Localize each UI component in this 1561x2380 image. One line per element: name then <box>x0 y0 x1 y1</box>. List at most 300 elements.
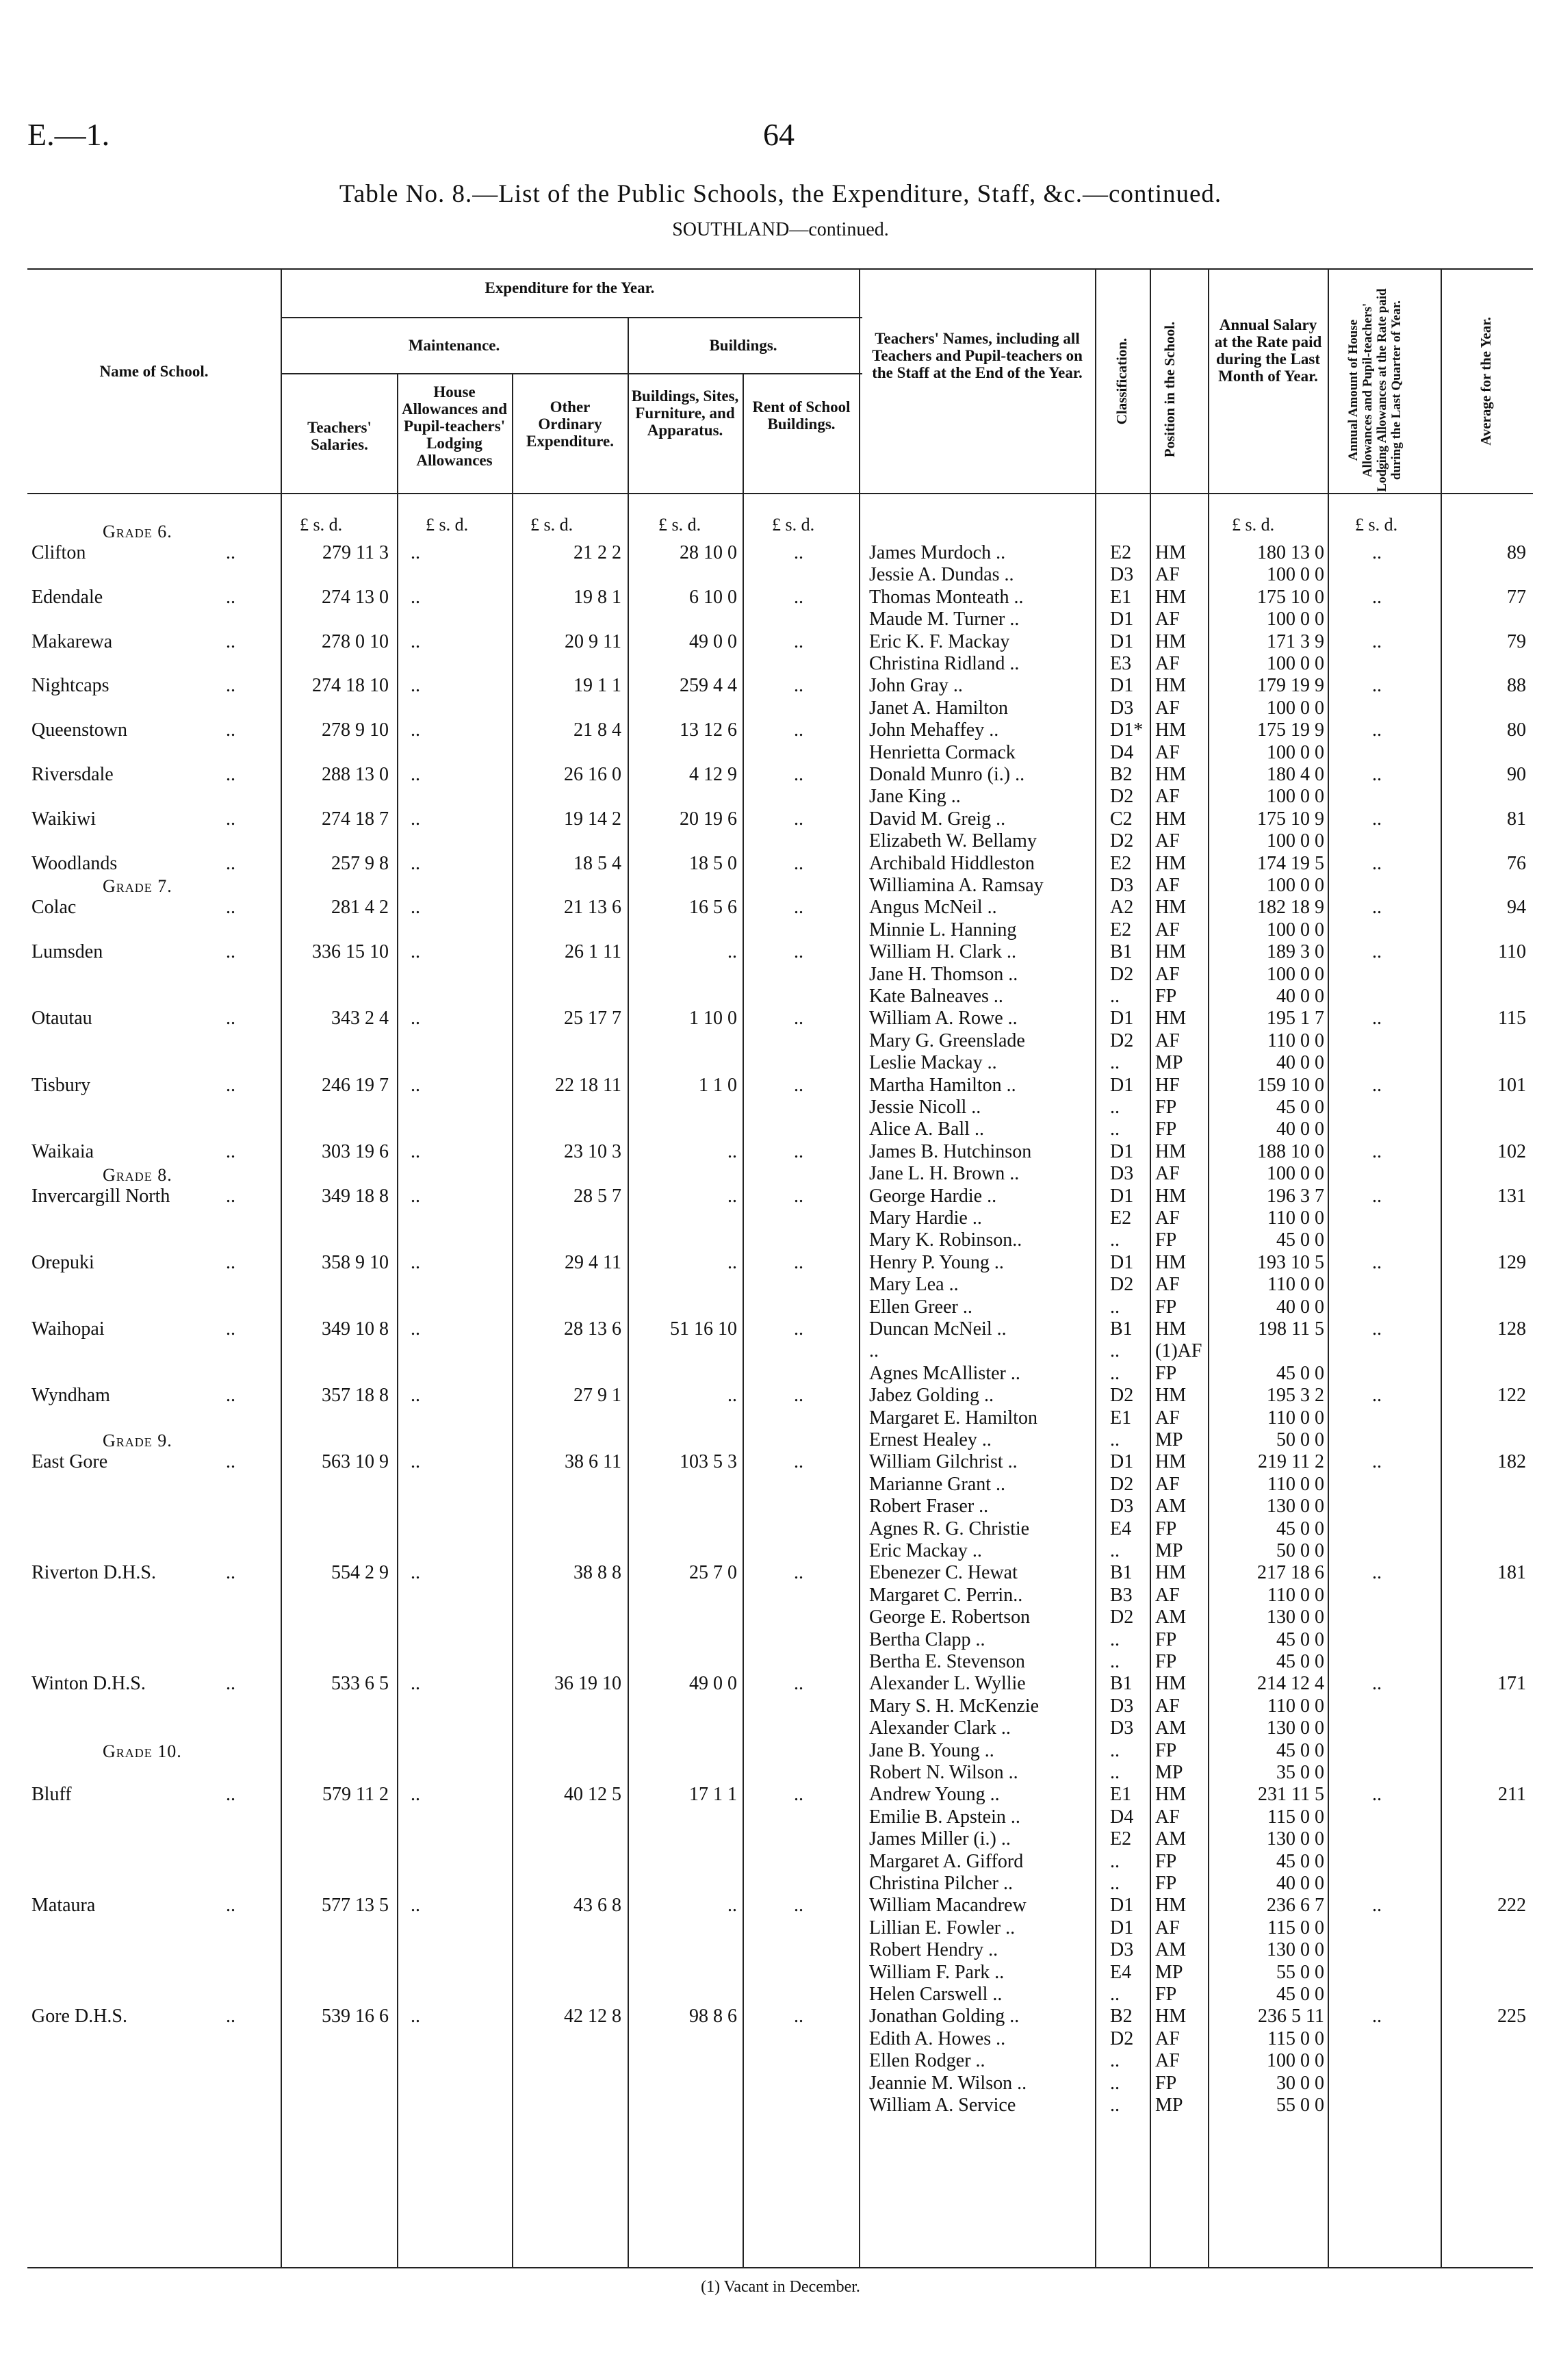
leader-dots: .. <box>226 1385 235 1407</box>
header-classification: Classification. <box>1113 337 1130 425</box>
buildings-expenditure: 98 8 6 <box>689 2006 737 2027</box>
teacher-name: Alexander L. Wyllie <box>869 1673 1026 1695</box>
teacher-name: Ellen Rodger .. <box>869 2050 985 2072</box>
teacher-name: William H. Clark .. <box>869 941 1017 963</box>
leader-dots: .. <box>226 1673 235 1695</box>
position: AF <box>1155 2050 1180 2072</box>
teacher-name: Edith A. Howes .. <box>869 2027 1006 2049</box>
teacher-name: Martha Hamilton .. <box>869 1074 1016 1096</box>
average: 181 <box>1497 1562 1526 1584</box>
teacher-name: Jane B. Young .. <box>869 1739 994 1761</box>
annual-salary: 110 0 0 <box>1267 1695 1324 1717</box>
average: 77 <box>1507 586 1526 608</box>
report-code: E.—1. <box>27 117 110 152</box>
position: FP <box>1155 2072 1177 2094</box>
position: AF <box>1155 741 1180 763</box>
table-row <box>0 1540 1561 1562</box>
table-row <box>0 1052 1561 1074</box>
leader-dots: .. <box>226 852 235 874</box>
classification: .. <box>1110 1097 1120 1118</box>
annual-salary: 100 0 0 <box>1267 653 1324 674</box>
position: AF <box>1155 564 1180 586</box>
teacher-name: Kate Balneaves .. <box>869 986 1003 1007</box>
school-name: Lumsden <box>31 941 103 963</box>
position: HM <box>1155 1140 1187 1162</box>
position: HM <box>1155 675 1187 697</box>
position: AF <box>1155 1695 1180 1717</box>
teacher-name: Jessie A. Dundas .. <box>869 564 1014 586</box>
leader-dots: .. <box>226 630 235 652</box>
header-house-allowances: House Allowances and Pupil-teachers' Lodging Allowances <box>402 383 507 469</box>
teacher-name: David M. Greig .. <box>869 808 1006 830</box>
table-row <box>0 675 1561 697</box>
annual-allowances: .. <box>1372 1451 1382 1473</box>
rent: .. <box>794 2006 803 2027</box>
table-row <box>0 1828 1561 1850</box>
average: 122 <box>1497 1385 1526 1407</box>
table-row <box>0 698 1561 719</box>
annual-allowances: .. <box>1372 1318 1382 1340</box>
annual-salary: 180 4 0 <box>1267 764 1324 785</box>
house-allowances: .. <box>411 1140 420 1162</box>
buildings-expenditure: 17 1 1 <box>689 1784 737 1806</box>
classification: D2 <box>1110 830 1134 852</box>
position: AF <box>1155 786 1180 808</box>
table-row <box>0 1518 1561 1540</box>
table-row <box>0 1407 1561 1429</box>
teachers-salaries: 279 11 3 <box>322 542 389 563</box>
table-row <box>0 986 1561 1008</box>
table-row <box>0 609 1561 630</box>
house-allowances: .. <box>411 1562 420 1584</box>
annual-salary: 110 0 0 <box>1267 1407 1324 1429</box>
annual-salary: 50 0 0 <box>1276 1429 1324 1450</box>
average: 88 <box>1507 675 1526 697</box>
header-maintenance: Maintenance. <box>408 337 500 354</box>
grade-heading: Grade 6. <box>103 522 172 541</box>
annual-salary: 214 12 4 <box>1257 1673 1324 1695</box>
leader-dots: .. <box>226 808 235 830</box>
table-row <box>0 830 1561 852</box>
annual-allowances: .. <box>1372 764 1382 785</box>
classification: D1 <box>1110 1008 1134 1029</box>
teacher-name: William F. Park .. <box>869 1961 1005 1983</box>
annual-salary: 40 0 0 <box>1276 1296 1324 1318</box>
house-allowances: .. <box>411 1185 420 1207</box>
position: FP <box>1155 1984 1177 2005</box>
average: 81 <box>1507 808 1526 830</box>
buildings-expenditure: 1 1 0 <box>699 1074 737 1096</box>
classification: D1 <box>1110 609 1134 630</box>
position: HM <box>1155 1451 1187 1473</box>
teacher-name: John Mehaffey .. <box>869 719 999 741</box>
annual-salary: 196 3 7 <box>1267 1185 1324 1207</box>
leader-dots: .. <box>226 1895 235 1917</box>
table-row <box>0 1962 1561 1984</box>
average: 90 <box>1507 764 1526 785</box>
position: AF <box>1155 875 1180 896</box>
footnote: (1) Vacant in December. <box>701 2278 860 2296</box>
table-row <box>0 1075 1561 1097</box>
table-bottom-rule <box>27 2267 1533 2268</box>
rent: .. <box>794 1074 803 1096</box>
position: HM <box>1155 719 1187 741</box>
annual-salary: 45 0 0 <box>1276 1229 1324 1251</box>
teacher-name: Christina Ridland .. <box>869 653 1020 674</box>
teacher-name: Eric Mackay .. <box>869 1540 982 1561</box>
classification: .. <box>1110 1229 1120 1251</box>
classification: .. <box>1110 1739 1120 1761</box>
rent: .. <box>794 1673 803 1695</box>
position: FP <box>1155 1118 1177 1140</box>
position: AF <box>1155 2027 1180 2049</box>
rent: .. <box>794 1251 803 1273</box>
annual-salary: 100 0 0 <box>1267 564 1324 586</box>
other-expenditure: 40 12 5 <box>564 1784 621 1806</box>
teacher-name: Bertha E. Stevenson <box>869 1651 1025 1672</box>
teacher-name: James Murdoch .. <box>869 542 1006 563</box>
position: HM <box>1155 586 1187 608</box>
annual-allowances: .. <box>1372 1385 1382 1407</box>
annual-salary: 45 0 0 <box>1276 1651 1324 1672</box>
position: HM <box>1155 1008 1187 1029</box>
other-expenditure: 28 13 6 <box>564 1318 621 1340</box>
average: 101 <box>1497 1074 1526 1096</box>
classification: B1 <box>1110 941 1133 963</box>
house-allowances: .. <box>411 1008 420 1029</box>
teacher-name: Ellen Greer .. <box>869 1296 972 1318</box>
other-expenditure: 18 5 4 <box>573 852 621 874</box>
classification: .. <box>1110 1850 1120 1872</box>
table-row <box>0 1496 1561 1518</box>
leader-dots: .. <box>226 1562 235 1584</box>
table-row <box>0 587 1561 609</box>
annual-allowances: .. <box>1372 2006 1382 2027</box>
teacher-name: Thomas Monteath .. <box>869 586 1024 608</box>
position: AF <box>1155 919 1180 941</box>
position: AF <box>1155 1407 1180 1429</box>
teacher-name: William A. Service <box>869 2095 1016 2116</box>
school-name: Winton D.H.S. <box>31 1673 146 1695</box>
annual-salary: 189 3 0 <box>1267 941 1324 963</box>
leader-dots: .. <box>226 1185 235 1207</box>
annual-salary: 45 0 0 <box>1276 1362 1324 1384</box>
classification: D2 <box>1110 1029 1134 1051</box>
school-name: Clifton <box>31 542 86 563</box>
other-expenditure: 25 17 7 <box>564 1008 621 1029</box>
grade-heading: Grade 8. <box>103 1164 172 1185</box>
table-row <box>0 1984 1561 2006</box>
position: HM <box>1155 1385 1187 1407</box>
other-expenditure: 27 9 1 <box>573 1385 621 1407</box>
annual-allowances: .. <box>1372 719 1382 741</box>
school-name: Tisbury <box>31 1074 91 1096</box>
average: 222 <box>1497 1895 1526 1917</box>
header-teachers-salaries: Teachers' Salaries. <box>307 419 372 453</box>
classification: C2 <box>1110 808 1133 830</box>
teachers-salaries: 246 19 7 <box>322 1074 389 1096</box>
teacher-name: Mary S. H. McKenzie <box>869 1695 1040 1717</box>
annual-salary: 195 1 7 <box>1267 1008 1324 1029</box>
units-salaries: £ s. d. <box>300 515 343 535</box>
teacher-name: William Macandrew <box>869 1895 1027 1917</box>
teacher-name: William A. Rowe .. <box>869 1008 1018 1029</box>
school-name: Waikaia <box>31 1140 94 1162</box>
table-row <box>0 1318 1561 1340</box>
rent: .. <box>794 542 803 563</box>
annual-salary: 193 10 5 <box>1257 1251 1324 1273</box>
table-row <box>0 786 1561 808</box>
classification: D3 <box>1110 875 1134 896</box>
position: AF <box>1155 1029 1180 1051</box>
table-row <box>0 1186 1561 1207</box>
table-row <box>0 853 1561 875</box>
annual-salary: 50 0 0 <box>1276 1540 1324 1561</box>
header-other-expenditure: Other Ordinary Expenditure. <box>526 398 615 450</box>
classification: D2 <box>1110 1274 1134 1296</box>
annual-salary: 55 0 0 <box>1276 2095 1324 2116</box>
grade-heading: Grade 7. <box>103 876 172 897</box>
average: 182 <box>1497 1451 1526 1473</box>
buildings-expenditure: 13 12 6 <box>680 719 737 741</box>
annual-salary: 40 0 0 <box>1276 1118 1324 1140</box>
classification: D3 <box>1110 1717 1134 1739</box>
buildings-expenditure: 6 10 0 <box>689 586 737 608</box>
classification: D3 <box>1110 697 1134 719</box>
annual-salary: 175 19 9 <box>1257 719 1324 741</box>
table-row <box>0 1474 1561 1496</box>
classification: .. <box>1110 2095 1120 2116</box>
header-buildings: Buildings. <box>709 337 777 354</box>
school-name: Queenstown <box>31 719 127 741</box>
school-name: Waihopai <box>31 1318 105 1340</box>
average: 115 <box>1498 1008 1526 1029</box>
table-row <box>0 719 1561 741</box>
teachers-salaries: 533 6 5 <box>331 1673 389 1695</box>
classification: E2 <box>1110 542 1132 563</box>
average: 171 <box>1497 1673 1526 1695</box>
rent: .. <box>794 1451 803 1473</box>
header-expenditure: Expenditure for the Year. <box>485 279 655 296</box>
table-row <box>0 1939 1561 1961</box>
classification: .. <box>1110 1762 1120 1783</box>
position: AM <box>1155 1939 1187 1961</box>
rent: .. <box>794 675 803 697</box>
annual-salary: 45 0 0 <box>1276 1739 1324 1761</box>
other-expenditure: 26 1 11 <box>565 941 621 963</box>
position: FP <box>1155 1651 1177 1672</box>
classification: D1 <box>1110 1185 1134 1207</box>
classification: .. <box>1110 1429 1120 1450</box>
house-allowances: .. <box>411 1451 420 1473</box>
buildings-expenditure: .. <box>727 1251 737 1273</box>
leader-dots: .. <box>226 1140 235 1162</box>
rent: .. <box>794 897 803 919</box>
position: AM <box>1155 1496 1187 1518</box>
teachers-salaries: 274 18 10 <box>312 675 389 697</box>
classification: D2 <box>1110 2027 1134 2049</box>
average: 76 <box>1507 852 1526 874</box>
teacher-name: George E. Robertson <box>869 1607 1031 1628</box>
annual-allowances: .. <box>1372 630 1382 652</box>
annual-allowances: .. <box>1372 1895 1382 1917</box>
house-allowances: .. <box>411 808 420 830</box>
position: HF <box>1155 1074 1180 1096</box>
annual-salary: 100 0 0 <box>1267 741 1324 763</box>
table-row <box>0 1097 1561 1118</box>
position: FP <box>1155 1229 1177 1251</box>
school-name: Waikiwi <box>31 808 96 830</box>
house-allowances: .. <box>411 542 420 563</box>
rent: .. <box>794 1895 803 1917</box>
school-name: Riverton D.H.S. <box>31 1562 156 1584</box>
annual-allowances: .. <box>1372 542 1382 563</box>
teacher-name: Margaret A. Gifford <box>869 1850 1024 1872</box>
teachers-salaries: 281 4 2 <box>331 897 389 919</box>
teacher-name: Alexander Clark .. <box>869 1717 1011 1739</box>
position: HM <box>1155 1562 1187 1584</box>
other-expenditure: 19 8 1 <box>573 586 621 608</box>
classification: .. <box>1110 1628 1120 1650</box>
position: AF <box>1155 963 1180 985</box>
house-allowances: .. <box>411 1895 420 1917</box>
table-row <box>0 919 1561 941</box>
annual-salary: 110 0 0 <box>1267 1274 1324 1296</box>
rent: .. <box>794 852 803 874</box>
teacher-name: William Gilchrist .. <box>869 1451 1018 1473</box>
teacher-name: John Gray .. <box>869 675 963 697</box>
leader-dots: .. <box>226 1008 235 1029</box>
average: 131 <box>1497 1185 1526 1207</box>
average: 80 <box>1507 719 1526 741</box>
grade-heading: Grade 9. <box>103 1431 172 1451</box>
teacher-name: Alice A. Ball .. <box>869 1118 984 1140</box>
school-name: Woodlands <box>31 852 118 874</box>
position: MP <box>1155 1052 1183 1074</box>
header-average: Average for the Year. <box>1478 317 1494 446</box>
average: 79 <box>1507 630 1526 652</box>
teacher-name: Robert Fraser .. <box>869 1496 989 1518</box>
leader-dots: .. <box>226 542 235 563</box>
annual-salary: 30 0 0 <box>1276 2072 1324 2094</box>
rent: .. <box>794 1008 803 1029</box>
table-row <box>0 941 1561 963</box>
leader-dots: .. <box>226 586 235 608</box>
annual-salary: 45 0 0 <box>1276 1628 1324 1650</box>
position: HM <box>1155 941 1187 963</box>
annual-salary: 130 0 0 <box>1267 1939 1324 1961</box>
annual-salary: 182 18 9 <box>1257 897 1324 919</box>
classification: E1 <box>1110 586 1132 608</box>
annual-salary: 188 10 0 <box>1257 1140 1324 1162</box>
teachers-salaries: 274 13 0 <box>322 586 389 608</box>
table-row <box>0 964 1561 986</box>
average: 102 <box>1497 1140 1526 1162</box>
rent: .. <box>794 630 803 652</box>
classification: D2 <box>1110 1385 1134 1407</box>
classification: A2 <box>1110 897 1134 919</box>
table-row <box>0 1673 1561 1695</box>
annual-salary: 115 0 0 <box>1267 2027 1324 2049</box>
buildings-expenditure: 103 5 3 <box>680 1451 737 1473</box>
teacher-name: Andrew Young .. <box>869 1784 1000 1806</box>
table-row <box>0 1629 1561 1651</box>
house-allowances: .. <box>411 2006 420 2027</box>
teacher-name: Henry P. Young .. <box>869 1251 1004 1273</box>
annual-salary: 171 3 9 <box>1267 630 1324 652</box>
classification: D1 <box>1110 1074 1134 1096</box>
classification: D1 <box>1110 1917 1134 1938</box>
leader-dots: .. <box>226 719 235 741</box>
teacher-name: James Miller (i.) .. <box>869 1828 1011 1850</box>
annual-salary: 195 3 2 <box>1267 1385 1324 1407</box>
position: FP <box>1155 986 1177 1007</box>
buildings-expenditure: 51 16 10 <box>670 1318 737 1340</box>
house-allowances: .. <box>411 1673 420 1695</box>
teacher-name: Jabez Golding .. <box>869 1385 994 1407</box>
annual-salary: 100 0 0 <box>1267 2050 1324 2072</box>
school-name: Makarewa <box>31 630 113 652</box>
annual-salary: 217 18 6 <box>1257 1562 1324 1584</box>
house-allowances: .. <box>411 897 420 919</box>
teachers-salaries: 278 9 10 <box>322 719 389 741</box>
buildings-expenditure: .. <box>727 941 737 963</box>
table-row <box>0 1696 1561 1717</box>
classification: D4 <box>1110 1806 1134 1828</box>
table-row <box>0 2050 1561 2072</box>
buildings-expenditure: 20 19 6 <box>680 808 737 830</box>
table-row <box>0 1008 1561 1029</box>
school-name: Mataura <box>31 1895 96 1917</box>
table-row <box>0 1429 1561 1451</box>
teacher-name: Jonathan Golding .. <box>869 2006 1020 2027</box>
house-allowances: .. <box>411 852 420 874</box>
annual-salary: 45 0 0 <box>1276 1097 1324 1118</box>
buildings-expenditure: 49 0 0 <box>689 630 737 652</box>
buildings-expenditure: .. <box>727 1185 737 1207</box>
header-bottom-rule <box>27 493 1533 494</box>
other-expenditure: 26 16 0 <box>564 764 621 785</box>
table-row <box>0 2028 1561 2050</box>
position: HM <box>1155 1185 1187 1207</box>
position: AF <box>1155 1274 1180 1296</box>
rent: .. <box>794 764 803 785</box>
table-row <box>0 653 1561 675</box>
teacher-name: Lillian E. Fowler .. <box>869 1917 1016 1938</box>
table-row <box>0 1784 1561 1806</box>
position: HM <box>1155 897 1187 919</box>
teacher-name: Leslie Mackay .. <box>869 1052 997 1074</box>
annual-salary: 40 0 0 <box>1276 986 1324 1007</box>
classification: D1 <box>1110 630 1134 652</box>
teacher-name: Emilie B. Apstein .. <box>869 1806 1020 1828</box>
teacher-name: Robert Hendry .. <box>869 1939 998 1961</box>
annual-salary: 130 0 0 <box>1267 1717 1324 1739</box>
units-annual-allowances: £ s. d. <box>1355 515 1398 535</box>
header-annual-allowances: Annual Amount of House Allowances and Pupil-teachers' Lodging Allowances at the Rate paid during the Last Quarter of Year. <box>1346 288 1404 492</box>
classification: B3 <box>1110 1584 1133 1606</box>
position: AM <box>1155 1607 1187 1628</box>
annual-salary: 110 0 0 <box>1267 1029 1324 1051</box>
position: AF <box>1155 653 1180 674</box>
position: MP <box>1155 1961 1183 1983</box>
annual-allowances: .. <box>1372 1140 1382 1162</box>
table-row <box>0 1585 1561 1607</box>
other-expenditure: 36 19 10 <box>554 1673 621 1695</box>
annual-salary: 100 0 0 <box>1267 1163 1324 1185</box>
classification: E1 <box>1110 1407 1132 1429</box>
table-row <box>0 1118 1561 1140</box>
